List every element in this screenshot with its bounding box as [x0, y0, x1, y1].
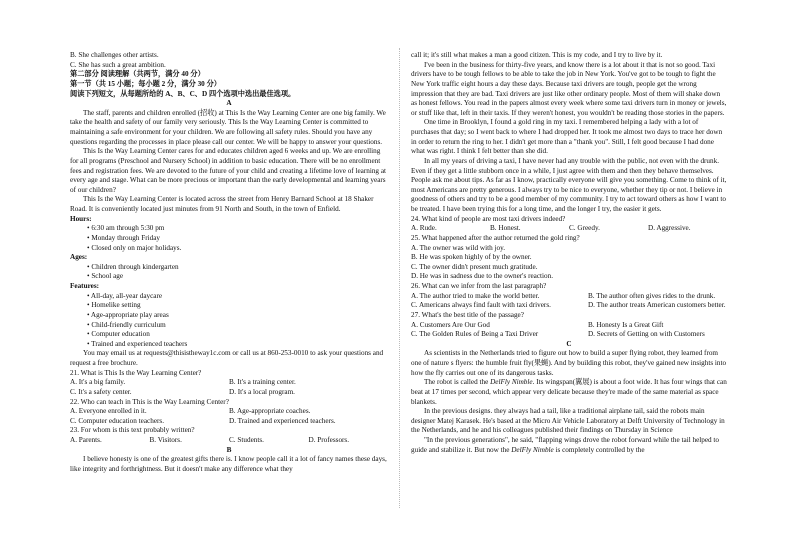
features-label: Features: [70, 282, 100, 290]
features-item: • Trained and experienced teachers [87, 339, 188, 348]
passage-a-paragraph: The staff, parents and children enrolled (招收) at This Is the Way Learning Center are one big family. We take the health and safety of our family very seriously. This Is the Way Learning Center is committed to maintaining a safe environment for your children. We are following all safety rules. Should you have any questions regarding the processes in place please call our center. We will be happy to answer your questions. [70, 108, 386, 146]
option: C. It's a safety center. [70, 387, 132, 396]
option: C. Greedy. [569, 224, 600, 233]
question-23: 23. For whom is this text probably written? [70, 426, 195, 435]
option: C. The Golden Rules of Being a Taxi Driver [411, 330, 539, 339]
passage-c-label: C [566, 339, 572, 348]
passage-b-paragraph: In all my years of driving a taxi, I have never had any trouble with the public, not even with the drunk. Even if they get a little stubborn once in a while, I just agree with them and then they behave themselves. People ask me about tips. As far as I know, practically everyone will give you something. Come to think of it, most Americans are pretty generous. I always try to be nice to everyone, whether they tip or not. I believe in goodness of others and try to be a good member of my community. I try to act toward others as how I want to be treated. I have been trying this for a long time, and the longer I try, the easier it gets. [411, 156, 727, 213]
ages-label: Ages: [70, 253, 88, 262]
passage-a-paragraph: This Is the Way Learning Center cares for and educates children aged 6 weeks and up. We are enrolling for all programs (Preschool and Nursery School) in addition to basic education. There will be no enrollment fees and registration fees. We are devoted to the future of your child and creating a lifetime love of learning at every age and stage. What can be more precious or important than the early developmental and learning years of our children? [70, 147, 387, 194]
part-header: 第二部分 阅读理解（共两节，满分 40 分） [70, 70, 205, 79]
features-item: • Child-friendly curriculum [87, 320, 166, 329]
text-run: . Its wingspan(翼展) is about a foot wide. It has four wings that can beat at 17 times per second, which appear very delicate because they're made of the same material as space blankets. [411, 378, 727, 406]
option: B. The author often gives rides to the drunk. [587, 291, 716, 300]
q22-options [70, 407, 388, 417]
passage-c-paragraph [411, 378, 727, 407]
option: A. It's a big family. [70, 378, 126, 387]
q22-options [70, 417, 388, 427]
option: D. He was in sadness due to the owner's reaction. [411, 272, 554, 281]
option: C. Americans always find fault with taxi drivers. [411, 301, 551, 310]
passage-b-paragraph: I believe honesty is one of the greatest gifts there is. I know people call it a lot of fancy names these days, like integrity and forthrightness. But it doesn't make any difference what they [70, 455, 387, 473]
passage-c-paragraph [411, 436, 727, 455]
question-22: 22. Who can teach in This is the Way Learning Center? [70, 397, 229, 406]
features-item: • Homelike setting [87, 301, 141, 310]
option: B. Visitors. [149, 436, 182, 444]
option: A. Customers Are Our God [411, 320, 490, 329]
option: A. The author tried to make the world better. [411, 291, 540, 300]
option-line: B. She challenges other artists. [70, 51, 159, 59]
passage-c-paragraph: In the previous designs. they always had a tail, like a traditional airplane tail, said the robots main designer Matej Karasek. He's based at the Micro Air Vehicle Laboratory at Delft University of Technology in the Netherlands, and he and his colleagues published their findings on Thursday in Science [411, 407, 725, 435]
section-header: 第一节（共 15 小题；每小题 2 分，满分 30 分） [70, 79, 221, 88]
column-divider [399, 48, 400, 508]
ages-item: • School age [87, 272, 124, 281]
option: C. The owner didn't present much gratitude. [411, 262, 538, 271]
q26-options [411, 292, 727, 302]
passage-b-paragraph: One time in Brooklyn, I found a gold ring in my taxi. I remembered helping a lady with a lot of purchases that day; so I went back to where I had dropped her. It took me almost two days to trace her down in order to return the ring to her. I didn't get more than a "thank you". Still, I felt good because I had done what was right. I think I felt better than she did. [411, 118, 723, 156]
contact-paragraph: You may email us at requests@thisistheway1c.com or call us at 860-253-0010 to ask your questions and request a free brochure. [70, 349, 384, 367]
passage-b-paragraph: I've been in the business for thirty-five years, and know there is a lot about it that is not so good. Taxi drivers have to be tough fellows to be able to take the job in New York. You've got to be tough to fight the New York traffic eight hours a day these days. Because taxi drivers are tough, people get the wrong impression that they are bad. Taxi drivers are just like other ordinary people. Most of them will shake down as honest fellows. You read in the papers almost every week where some taxi drivers turn in money or jewels, or stuff like that, left in their taxis. If they weren't honest, you wouldn't be reading those stories in the papers. [411, 60, 727, 117]
option: B. Honest. [490, 224, 521, 233]
q21-options [70, 378, 388, 388]
passage-a-label: A [226, 99, 232, 108]
text-run: is completely controlled by the [553, 445, 645, 454]
option: D. Trained and experienced teachers. [229, 416, 336, 425]
q26-options [411, 301, 727, 311]
option: B. It's a training center. [229, 378, 296, 387]
q23-options [70, 436, 388, 446]
option: D. The author treats American customers better. [587, 301, 726, 310]
q24-options [411, 224, 727, 234]
question-25: 25. What happened after the author returned the gold ring? [411, 233, 580, 242]
q27-options [411, 321, 727, 331]
hours-item: • Closed only on major holidays. [87, 243, 182, 252]
question-27: 27. What's the best title of the passage? [411, 310, 524, 319]
passage-c-paragraph: As scientists in the Netherlands tried to figure out how to build a super flying robot, they learned from one of nature s flyers: the humble fruit fly(果蝇). And by building this robot, they've gained new insights into how the fly carries out one of its dangerous tasks. [411, 349, 727, 377]
passage-b-label: B [226, 445, 232, 454]
option: C. Students. [229, 436, 264, 444]
ages-item: • Children through kindergarten [87, 262, 179, 271]
text-run: The robot is called the [424, 378, 491, 387]
passage-a-paragraph: This Is the Way Learning Center is located across the street from Henry Barnard School at 18 Shaker Road. It is conveniently located just minutes from 91 North and South, in the town of Enfield. [70, 195, 374, 213]
option: A. Parents. [70, 436, 102, 444]
option: B. Honesty Is a Great Gift [587, 320, 664, 329]
features-item: • All-day, all-year daycare [87, 291, 163, 300]
passage-b-paragraph: call it; it's still what makes a man a good citizen. This is my code, and I try to live by it. [411, 51, 663, 59]
q21-options [70, 388, 388, 398]
option: A. Rude. [411, 224, 437, 233]
question-21: 21. What is This Is the Way Learning Center? [70, 368, 202, 377]
robot-name: DelFly Nimble [511, 445, 554, 454]
robot-name: DelFly Nimble [490, 378, 533, 387]
option: D. It's a local program. [229, 387, 295, 396]
q27-options [411, 330, 727, 340]
option: D. Professors. [308, 436, 350, 444]
right-column [411, 51, 727, 455]
option: A. The owner was wild with joy. [411, 243, 506, 252]
option: D. Secrets of Getting on with Customers [587, 330, 705, 339]
features-item: • Computer education [87, 330, 150, 339]
option-line: C. She has such a great ambition. [70, 60, 166, 69]
hours-item: • Monday through Friday [87, 233, 160, 242]
question-24: 24. What kind of people are most taxi drivers indeed? [411, 214, 566, 223]
left-column [70, 51, 388, 475]
hours-label: Hours: [70, 214, 92, 223]
option: D. Aggressive. [648, 224, 691, 233]
option: C. Computer education teachers. [70, 416, 165, 425]
text-run: "In the previous generations", he said, "flapping wings drove the robot forward while the tail helped to guide and stabilize it. But now the [411, 436, 720, 454]
option: B. Age-appropriate coaches. [229, 407, 311, 416]
question-26: 26. What can we infer from the last paragraph? [411, 282, 547, 290]
option: A. Everyone enrolled in it. [70, 407, 147, 416]
features-item: • Age-appropriate play areas [87, 310, 169, 319]
option: B. He was spoken highly of by the owner. [411, 253, 532, 262]
instruction: 阅读下列短文，从每题所给的 A、B、C、D 四个选项中选出最佳选项。 [70, 89, 296, 98]
hours-item: • 6:30 am through 5:30 pm [87, 224, 165, 233]
